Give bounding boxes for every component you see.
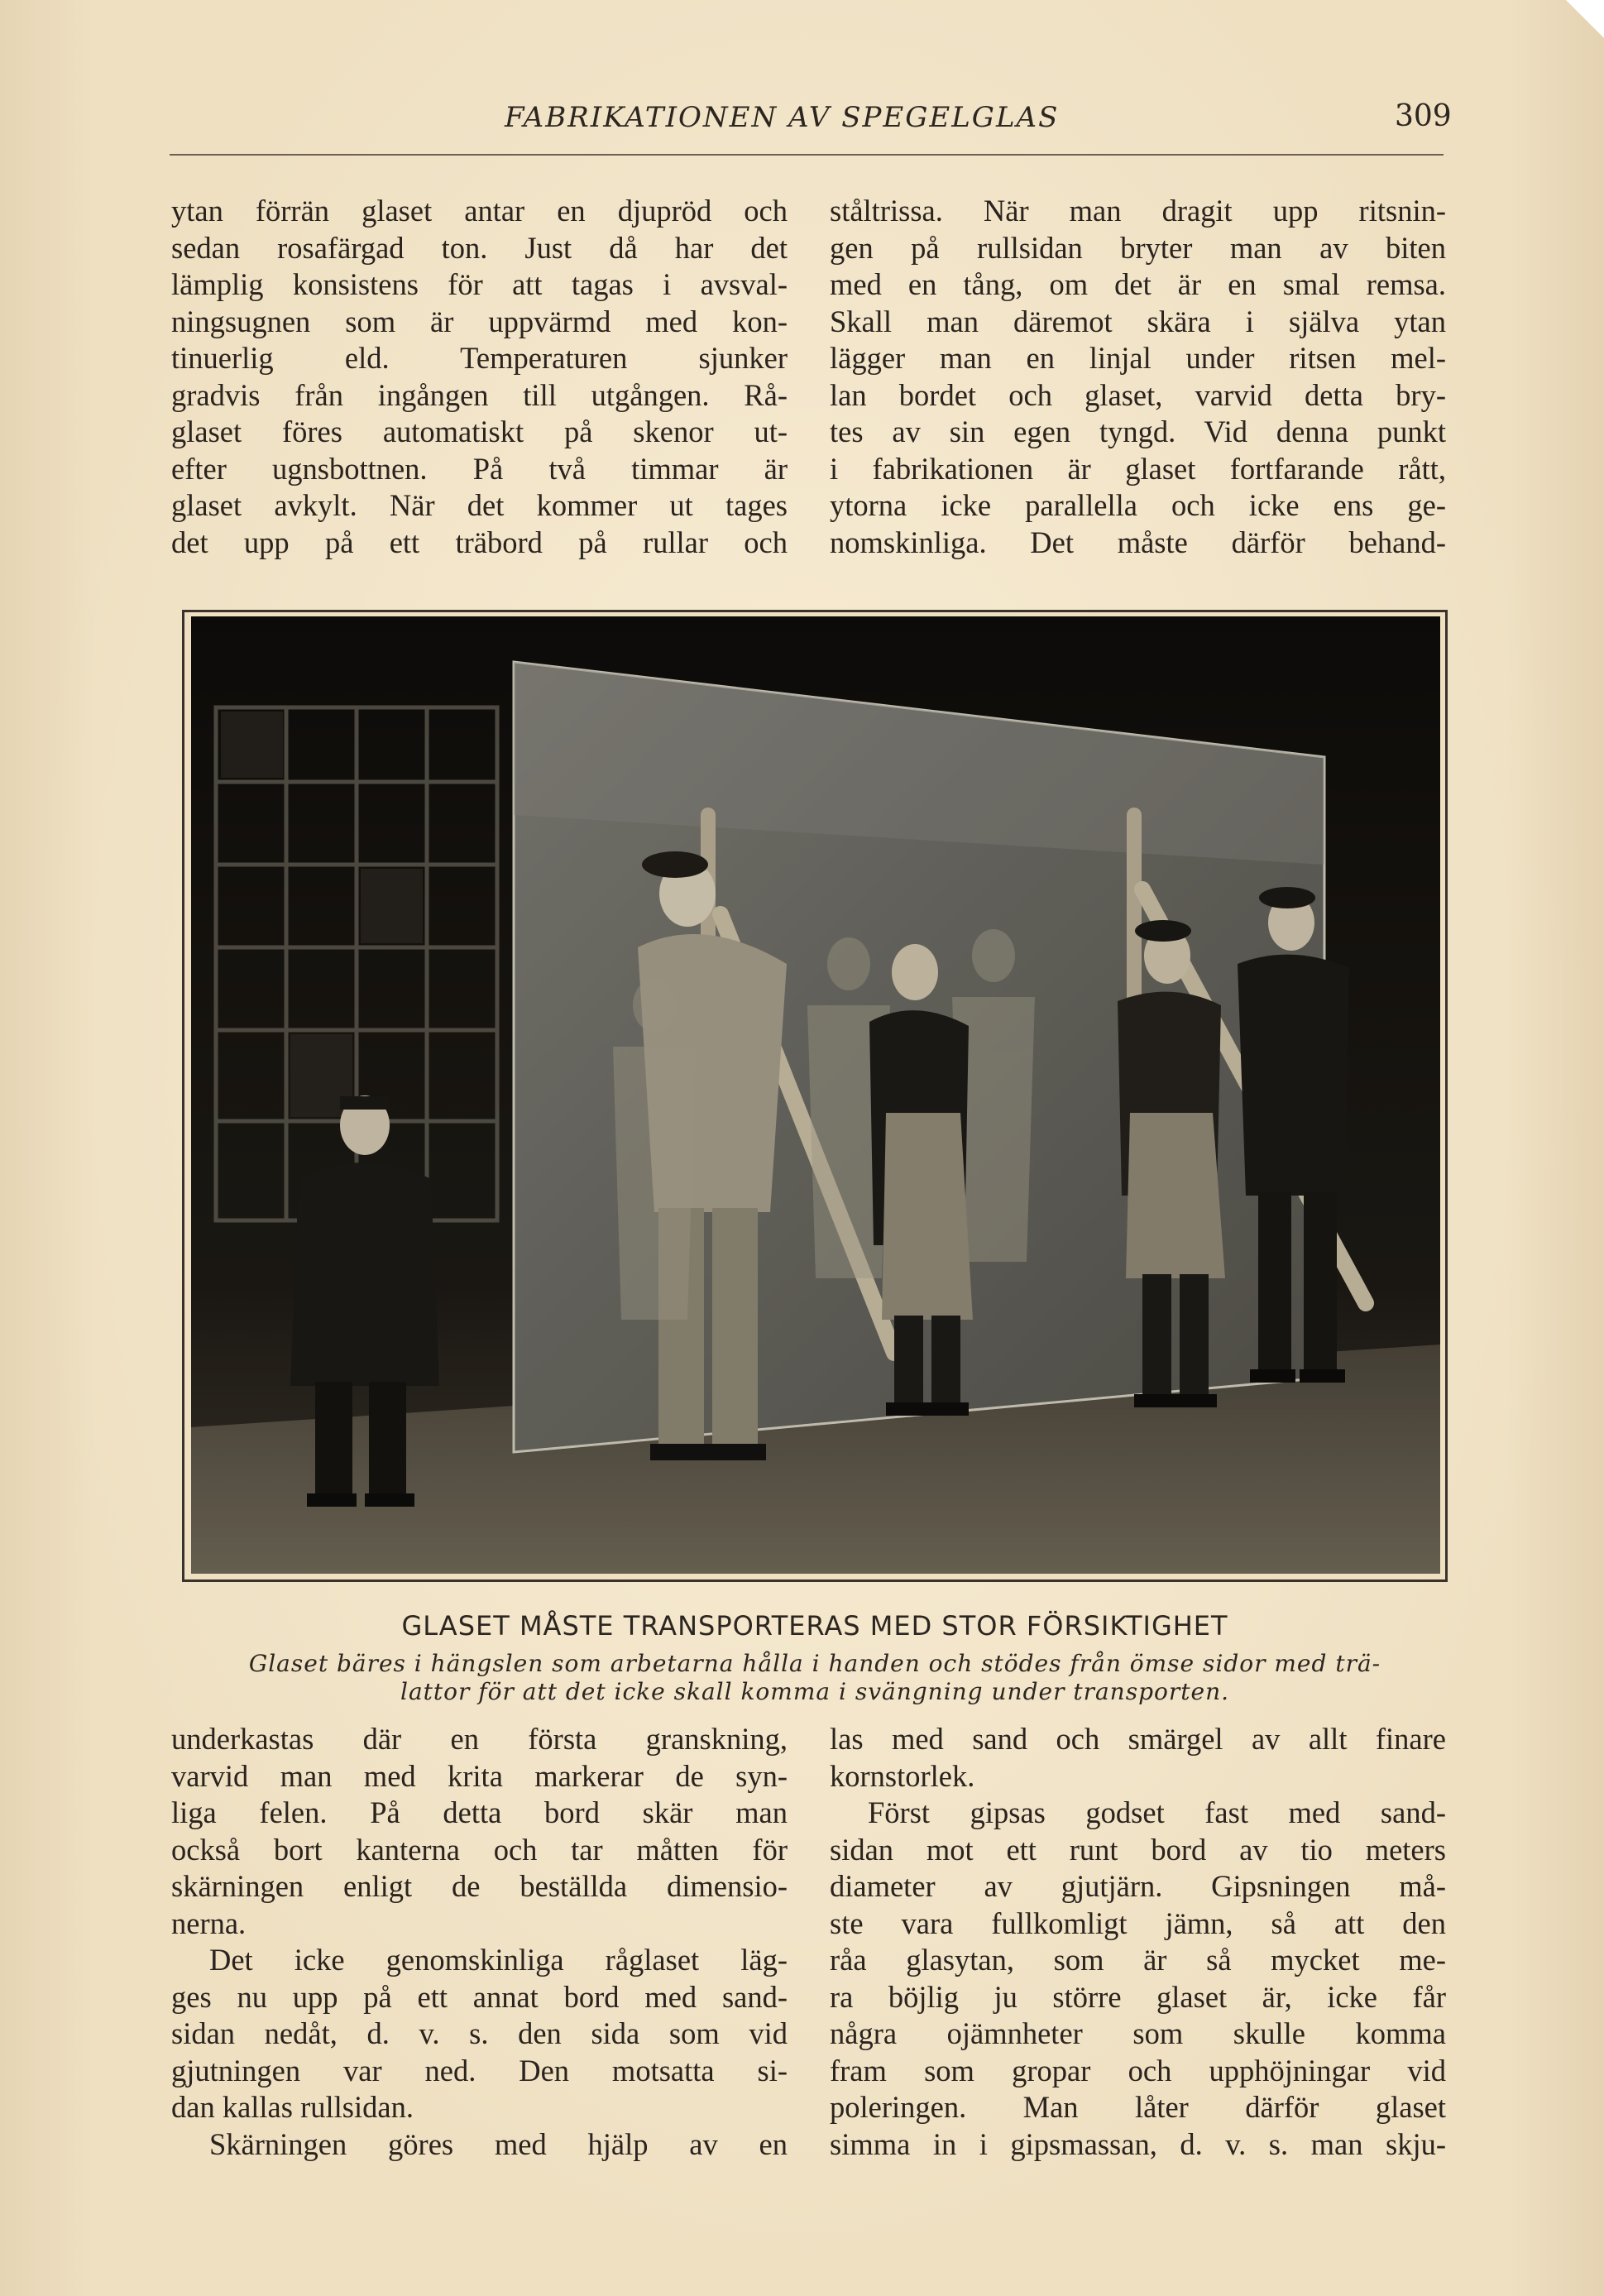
text-line: några ojämnheter som skulle komma [830, 2016, 1446, 2050]
text-line: råa glasytan, som är så mycket me- [830, 1943, 1446, 1977]
figure-caption-line: Glaset bäres i hängslen som arbetarna hålla i handen och stödes från ömse sidor med trä- [248, 1650, 1381, 1677]
text-line: nomskinliga. Det måste därför behand- [830, 525, 1446, 559]
text-line: ste vara fullkomligt jämn, så att den [830, 1905, 1446, 1940]
text-line: kornstorlek. [830, 1758, 975, 1793]
figure-caption-title: GLASET MÅSTE TRANSPORTERAS MED STOR FÖRSIKTIGHET [401, 1610, 1228, 1642]
text-line: varvid man med krita markerar de syn- [171, 1758, 788, 1793]
text-line: lämplig konsistens för att tagas i avsval- [171, 267, 788, 301]
text-line: ningsugnen som är uppvärmd med kon- [171, 304, 788, 338]
text-line: fram som gropar och upphöjningar vid [830, 2053, 1446, 2087]
text-line: gradvis från ingången till utgången. Rå- [171, 377, 788, 412]
text-line: gen på rullsidan bryter man av biten [830, 230, 1446, 265]
running-title: FABRIKATIONEN AV SPEGELGLAS [505, 101, 1060, 134]
text-column-top-left [171, 193, 788, 561]
text-line: poleringen. Man låter därför glaset [830, 2090, 1446, 2124]
text-column-top-right [830, 193, 1446, 561]
text-line: dan kallas rullsidan. [171, 2090, 414, 2124]
page-corner-fold [1566, 0, 1604, 38]
figure-caption-line: lattor för att det icke skall komma i svängning under transporten. [400, 1678, 1230, 1705]
text-line: glaset föres automatiskt på skenor ut- [171, 415, 788, 448]
text-line: liga felen. På detta bord skär man [171, 1795, 788, 1829]
text-column-bottom-right [830, 1721, 1446, 2163]
text-line: ges nu upp på ett annat bord med sand- [171, 1979, 788, 2014]
text-line: ytan förrän glaset antar en djupröd och [171, 194, 788, 228]
text-line: glaset avkylt. När det kommer ut tages [171, 488, 788, 522]
page-number: 309 [1395, 99, 1452, 133]
text-line: nerna. [171, 1905, 247, 1940]
text-line: ståltrissa. När man dragit upp ritsnin- [830, 194, 1446, 228]
text-line: sedan rosafärgad ton. Just då har det [171, 230, 788, 265]
text-line: det upp på ett träbord på rullar och [171, 525, 788, 559]
text-line: gjutningen var ned. Den motsatta si- [171, 2053, 788, 2087]
text-line: lägger man en linjal under ritsen mel- [830, 341, 1446, 375]
header-rule [170, 154, 1444, 156]
text-line: Skall man däremot skära i själva ytan [830, 304, 1446, 338]
text-line: simma in i gipsmassan, d. v. s. man skju- [830, 2126, 1446, 2161]
text-line: också bort kanterna och tar måtten för [171, 1832, 788, 1867]
text-column-bottom-left [171, 1721, 788, 2163]
text-line: sidan mot ett runt bord av tio meters [830, 1832, 1446, 1867]
text-line: efter ugnsbottnen. På två timmar är [171, 451, 788, 486]
text-line: i fabrikationen är glaset fortfarande rått, [830, 451, 1446, 486]
text-line: underkastas där en första granskning, [171, 1722, 788, 1756]
text-line: sidan nedåt, d. v. s. den sida som vid [171, 2016, 788, 2050]
text-line: diameter av gjutjärn. Gipsningen må- [830, 1869, 1446, 1903]
text-line: med en tång, om det är en smal remsa. [830, 267, 1446, 301]
text-line: Först gipsas godset fast med sand- [868, 1795, 1446, 1829]
text-line: skärningen enligt de beställda dimensio- [171, 1869, 788, 1903]
text-line: las med sand och smärgel av allt finare [830, 1722, 1446, 1756]
text-line: lan bordet och glaset, varvid detta bry- [830, 377, 1446, 412]
text-line: Det icke genomskinliga råglaset läg- [209, 1943, 788, 1977]
text-line: ytorna icke parallella och icke ens ge- [830, 488, 1446, 522]
text-line: tes av sin egen tyngd. Vid denna punkt [830, 415, 1446, 448]
text-line: tinuerlig eld. Temperaturen sjunker [171, 341, 788, 375]
text-line: Skärningen göres med hjälp av en [209, 2126, 788, 2161]
photograph-glass-transport [191, 616, 1440, 1574]
text-line: ra böjlig ju större glaset är, icke får [830, 1979, 1446, 2014]
